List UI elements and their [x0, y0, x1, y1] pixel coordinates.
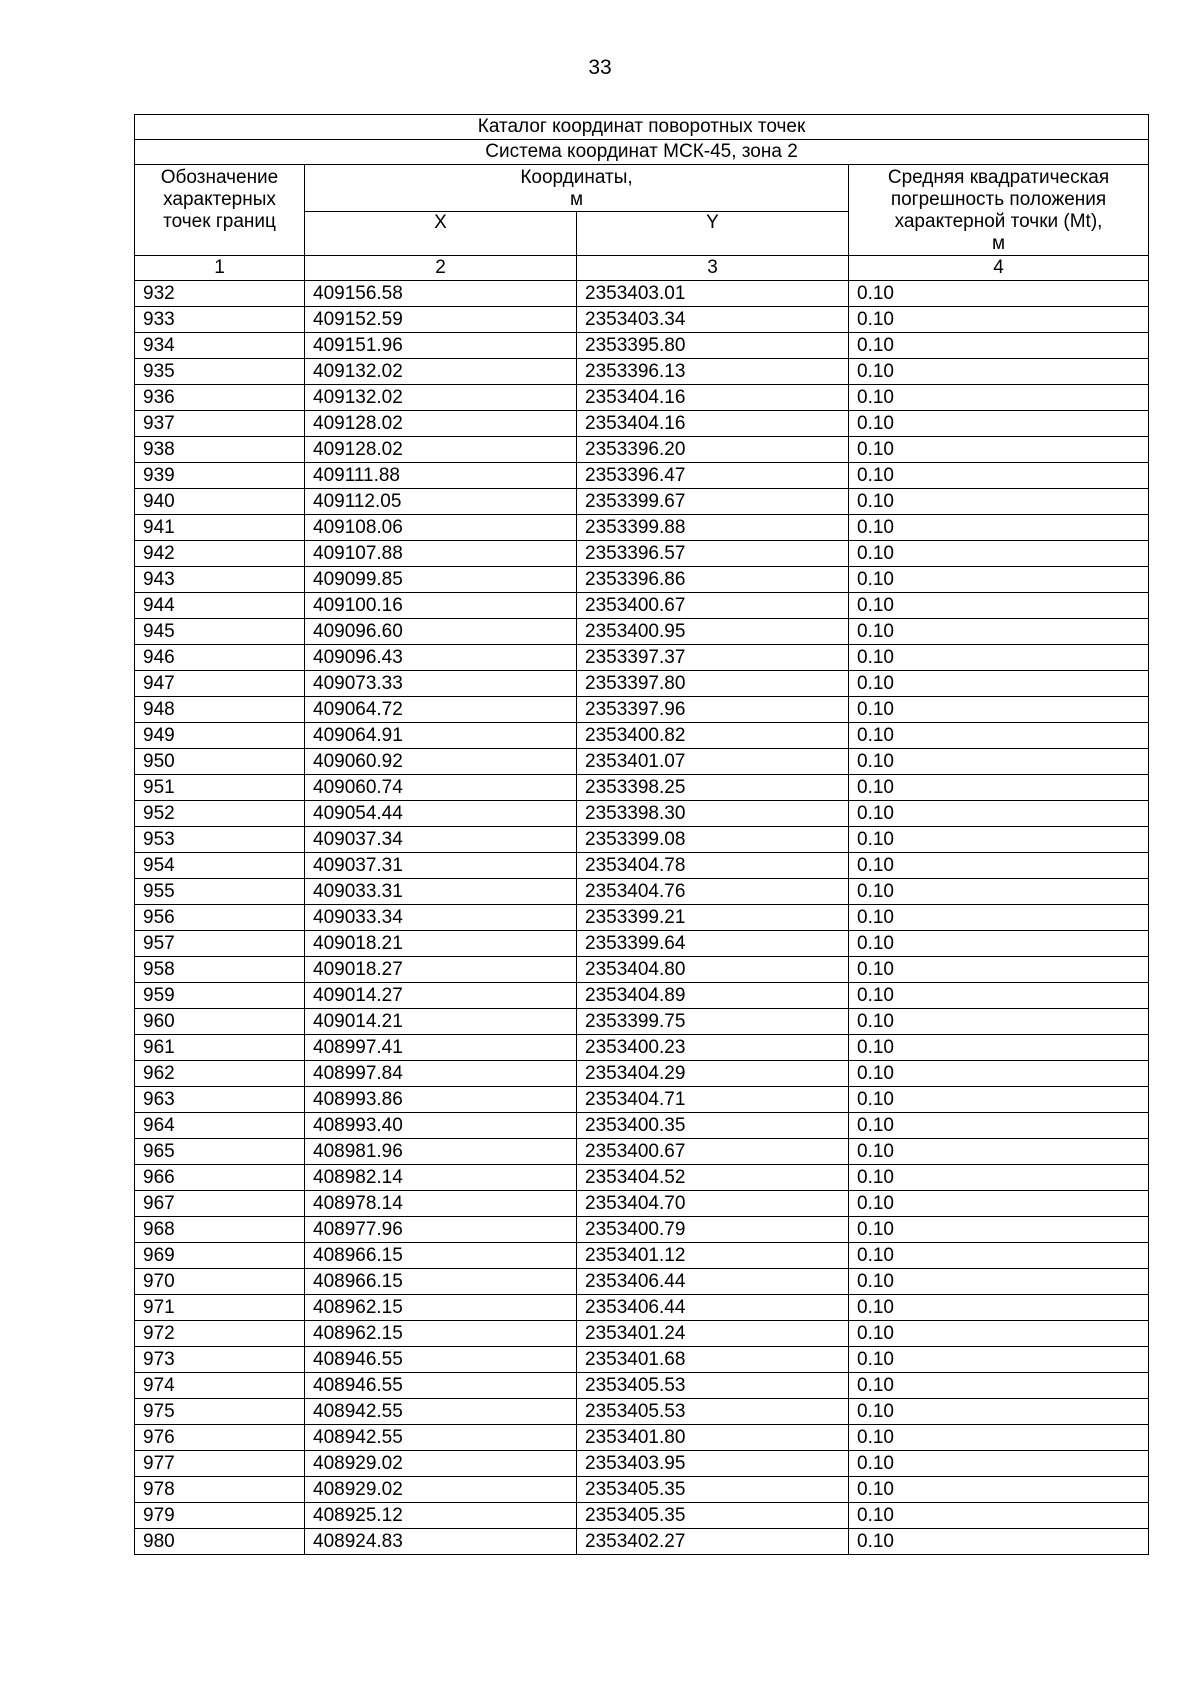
- error-cell: 0.10: [849, 1139, 1149, 1165]
- table-row: [135, 1503, 1149, 1529]
- y-coordinate-cell: 2353399.64: [577, 931, 849, 957]
- point-id-cell: 936: [135, 385, 305, 411]
- table-row: [135, 489, 1149, 515]
- y-coordinate-cell: 2353404.78: [577, 853, 849, 879]
- y-coordinate-cell: 2353406.44: [577, 1269, 849, 1295]
- point-id-cell: 971: [135, 1295, 305, 1321]
- header-designation: [135, 165, 305, 256]
- x-coordinate-cell: 409037.31: [305, 853, 577, 879]
- x-coordinate-cell: 409073.33: [305, 671, 577, 697]
- x-coordinate-cell: 408942.55: [305, 1425, 577, 1451]
- y-coordinate-cell: 2353404.70: [577, 1191, 849, 1217]
- y-coordinate-cell: 2353400.82: [577, 723, 849, 749]
- y-coordinate-cell: 2353396.47: [577, 463, 849, 489]
- table-row: [135, 1009, 1149, 1035]
- table-row: [135, 437, 1149, 463]
- table-row: [135, 645, 1149, 671]
- y-coordinate-cell: 2353404.29: [577, 1061, 849, 1087]
- point-id-cell: 964: [135, 1113, 305, 1139]
- table-row: [135, 333, 1149, 359]
- y-coordinate-cell: 2353400.79: [577, 1217, 849, 1243]
- x-coordinate-cell: 409132.02: [305, 385, 577, 411]
- y-coordinate-cell: 2353398.30: [577, 801, 849, 827]
- error-cell: 0.10: [849, 1347, 1149, 1373]
- point-id-cell: 944: [135, 593, 305, 619]
- point-id-cell: 941: [135, 515, 305, 541]
- x-coordinate-cell: 408962.15: [305, 1321, 577, 1347]
- error-cell: 0.10: [849, 1113, 1149, 1139]
- y-coordinate-cell: 2353403.01: [577, 281, 849, 307]
- point-id-cell: 939: [135, 463, 305, 489]
- point-id-cell: 967: [135, 1191, 305, 1217]
- x-coordinate-cell: 408929.02: [305, 1451, 577, 1477]
- point-id-cell: 972: [135, 1321, 305, 1347]
- point-id-cell: 954: [135, 853, 305, 879]
- error-cell: 0.10: [849, 1529, 1149, 1555]
- error-cell: 0.10: [849, 593, 1149, 619]
- point-id-cell: 957: [135, 931, 305, 957]
- table-row: [135, 1269, 1149, 1295]
- table-row: [135, 1425, 1149, 1451]
- y-coordinate-cell: 2353400.23: [577, 1035, 849, 1061]
- y-coordinate-cell: 2353405.53: [577, 1399, 849, 1425]
- error-cell: 0.10: [849, 723, 1149, 749]
- y-coordinate-cell: 2353400.67: [577, 593, 849, 619]
- error-cell: 0.10: [849, 1061, 1149, 1087]
- y-coordinate-cell: 2353403.34: [577, 307, 849, 333]
- point-id-cell: 968: [135, 1217, 305, 1243]
- error-cell: 0.10: [849, 619, 1149, 645]
- page-number: 33: [588, 56, 612, 79]
- x-coordinate-cell: 409100.16: [305, 593, 577, 619]
- error-cell: 0.10: [849, 1191, 1149, 1217]
- coordinates-catalog-table: [134, 114, 1149, 1555]
- x-coordinate-cell: 409156.58: [305, 281, 577, 307]
- point-id-cell: 943: [135, 567, 305, 593]
- point-id-cell: 947: [135, 671, 305, 697]
- x-coordinate-cell: 409128.02: [305, 437, 577, 463]
- point-id-cell: 963: [135, 1087, 305, 1113]
- column-number: 3: [577, 256, 849, 281]
- x-coordinate-cell: 408966.15: [305, 1269, 577, 1295]
- table-row: [135, 463, 1149, 489]
- point-id-cell: 938: [135, 437, 305, 463]
- table-row: [135, 723, 1149, 749]
- error-cell: 0.10: [849, 1087, 1149, 1113]
- error-cell: 0.10: [849, 1451, 1149, 1477]
- x-coordinate-cell: 409096.43: [305, 645, 577, 671]
- table-row: [135, 1139, 1149, 1165]
- point-id-cell: 978: [135, 1477, 305, 1503]
- error-cell: 0.10: [849, 359, 1149, 385]
- y-coordinate-cell: 2353402.27: [577, 1529, 849, 1555]
- x-coordinate-cell: 409107.88: [305, 541, 577, 567]
- x-coordinate-cell: 409033.34: [305, 905, 577, 931]
- error-cell: 0.10: [849, 1009, 1149, 1035]
- y-coordinate-cell: 2353396.86: [577, 567, 849, 593]
- table-row: [135, 827, 1149, 853]
- error-cell: 0.10: [849, 411, 1149, 437]
- x-coordinate-cell: 409152.59: [305, 307, 577, 333]
- y-coordinate-cell: 2353400.95: [577, 619, 849, 645]
- table-row: [135, 541, 1149, 567]
- header-error-line: погрешность положения: [890, 189, 1107, 210]
- error-cell: 0.10: [849, 1243, 1149, 1269]
- point-id-cell: 932: [135, 281, 305, 307]
- table-row: [135, 931, 1149, 957]
- x-coordinate-cell: 409054.44: [305, 801, 577, 827]
- error-cell: 0.10: [849, 645, 1149, 671]
- y-coordinate-cell: 2353398.25: [577, 775, 849, 801]
- table-row: [135, 1451, 1149, 1477]
- column-number: 1: [135, 256, 305, 281]
- x-coordinate-cell: 409060.74: [305, 775, 577, 801]
- y-coordinate-cell: 2353401.24: [577, 1321, 849, 1347]
- x-coordinate-cell: 408997.41: [305, 1035, 577, 1061]
- x-coordinate-cell: 409014.27: [305, 983, 577, 1009]
- error-cell: 0.10: [849, 1295, 1149, 1321]
- error-cell: 0.10: [849, 1269, 1149, 1295]
- point-id-cell: 955: [135, 879, 305, 905]
- column-number: 4: [849, 256, 1149, 281]
- error-cell: 0.10: [849, 333, 1149, 359]
- point-id-cell: 935: [135, 359, 305, 385]
- error-cell: 0.10: [849, 489, 1149, 515]
- x-coordinate-cell: 409128.02: [305, 411, 577, 437]
- x-coordinate-cell: 409151.96: [305, 333, 577, 359]
- y-coordinate-cell: 2353405.53: [577, 1373, 849, 1399]
- point-id-cell: 933: [135, 307, 305, 333]
- point-id-cell: 969: [135, 1243, 305, 1269]
- point-id-cell: 934: [135, 333, 305, 359]
- y-coordinate-cell: 2353400.67: [577, 1139, 849, 1165]
- table-row: [135, 1113, 1149, 1139]
- error-cell: 0.10: [849, 931, 1149, 957]
- point-id-cell: 940: [135, 489, 305, 515]
- y-coordinate-cell: 2353404.89: [577, 983, 849, 1009]
- point-id-cell: 962: [135, 1061, 305, 1087]
- x-coordinate-cell: 408962.15: [305, 1295, 577, 1321]
- y-coordinate-cell: 2353406.44: [577, 1295, 849, 1321]
- point-id-cell: 958: [135, 957, 305, 983]
- y-coordinate-cell: 2353399.08: [577, 827, 849, 853]
- y-coordinate-cell: 2353401.68: [577, 1347, 849, 1373]
- table-row: [135, 801, 1149, 827]
- point-id-cell: 942: [135, 541, 305, 567]
- table-title: Каталог координат поворотных точек: [135, 115, 1149, 140]
- table-row: [135, 1477, 1149, 1503]
- table-row: [135, 515, 1149, 541]
- x-coordinate-cell: 409108.06: [305, 515, 577, 541]
- table-row: [135, 359, 1149, 385]
- error-cell: 0.10: [849, 1035, 1149, 1061]
- x-coordinate-cell: 409111.88: [305, 463, 577, 489]
- x-coordinate-cell: 408978.14: [305, 1191, 577, 1217]
- table-row: [135, 567, 1149, 593]
- y-coordinate-cell: 2353396.57: [577, 541, 849, 567]
- header-x: X: [305, 212, 577, 256]
- x-coordinate-cell: 408993.40: [305, 1113, 577, 1139]
- point-id-cell: 960: [135, 1009, 305, 1035]
- y-coordinate-cell: 2353401.80: [577, 1425, 849, 1451]
- point-id-cell: 953: [135, 827, 305, 853]
- point-id-cell: 974: [135, 1373, 305, 1399]
- point-id-cell: 937: [135, 411, 305, 437]
- table-body: [135, 281, 1149, 1555]
- x-coordinate-cell: 408942.55: [305, 1399, 577, 1425]
- x-coordinate-cell: 409060.92: [305, 749, 577, 775]
- y-coordinate-cell: 2353399.88: [577, 515, 849, 541]
- error-cell: 0.10: [849, 307, 1149, 333]
- y-coordinate-cell: 2353396.20: [577, 437, 849, 463]
- error-cell: 0.10: [849, 905, 1149, 931]
- y-coordinate-cell: 2353404.16: [577, 385, 849, 411]
- y-coordinate-cell: 2353395.80: [577, 333, 849, 359]
- point-id-cell: 946: [135, 645, 305, 671]
- y-coordinate-cell: 2353405.35: [577, 1477, 849, 1503]
- table-row: [135, 593, 1149, 619]
- error-cell: 0.10: [849, 983, 1149, 1009]
- y-coordinate-cell: 2353404.76: [577, 879, 849, 905]
- table-row: [135, 1321, 1149, 1347]
- y-coordinate-cell: 2353403.95: [577, 1451, 849, 1477]
- table-row: [135, 307, 1149, 333]
- error-cell: 0.10: [849, 437, 1149, 463]
- y-coordinate-cell: 2353401.07: [577, 749, 849, 775]
- table-row: [135, 1347, 1149, 1373]
- point-id-cell: 950: [135, 749, 305, 775]
- error-cell: 0.10: [849, 1217, 1149, 1243]
- point-id-cell: 980: [135, 1529, 305, 1555]
- y-coordinate-cell: 2353405.35: [577, 1503, 849, 1529]
- x-coordinate-cell: 409018.27: [305, 957, 577, 983]
- error-cell: 0.10: [849, 1399, 1149, 1425]
- error-cell: 0.10: [849, 515, 1149, 541]
- error-cell: 0.10: [849, 1165, 1149, 1191]
- table-row: [135, 1061, 1149, 1087]
- x-coordinate-cell: 408966.15: [305, 1243, 577, 1269]
- point-id-cell: 965: [135, 1139, 305, 1165]
- table-row: [135, 853, 1149, 879]
- y-coordinate-cell: 2353396.13: [577, 359, 849, 385]
- point-id-cell: 952: [135, 801, 305, 827]
- table-row: [135, 749, 1149, 775]
- y-coordinate-cell: 2353397.80: [577, 671, 849, 697]
- y-coordinate-cell: 2353401.12: [577, 1243, 849, 1269]
- header-designation-line: точек границ: [163, 211, 276, 232]
- table-row: [135, 281, 1149, 307]
- column-number: 2: [305, 256, 577, 281]
- point-id-cell: 948: [135, 697, 305, 723]
- table-row: [135, 385, 1149, 411]
- x-coordinate-cell: 408929.02: [305, 1477, 577, 1503]
- error-cell: 0.10: [849, 853, 1149, 879]
- x-coordinate-cell: 409064.72: [305, 697, 577, 723]
- error-cell: 0.10: [849, 1321, 1149, 1347]
- table-row: [135, 1217, 1149, 1243]
- point-id-cell: 945: [135, 619, 305, 645]
- y-coordinate-cell: 2353399.67: [577, 489, 849, 515]
- point-id-cell: 970: [135, 1269, 305, 1295]
- header-designation-line: характерных: [163, 189, 276, 210]
- header-error-unit: м: [991, 233, 1006, 254]
- error-cell: 0.10: [849, 697, 1149, 723]
- point-id-cell: 977: [135, 1451, 305, 1477]
- error-cell: 0.10: [849, 671, 1149, 697]
- y-coordinate-cell: 2353404.16: [577, 411, 849, 437]
- header-y: Y: [577, 212, 849, 256]
- point-id-cell: 961: [135, 1035, 305, 1061]
- point-id-cell: 976: [135, 1425, 305, 1451]
- error-cell: 0.10: [849, 775, 1149, 801]
- table-row: [135, 411, 1149, 437]
- table-row: [135, 775, 1149, 801]
- x-coordinate-cell: 408993.86: [305, 1087, 577, 1113]
- x-coordinate-cell: 408946.55: [305, 1373, 577, 1399]
- error-cell: 0.10: [849, 567, 1149, 593]
- error-cell: 0.10: [849, 281, 1149, 307]
- table-row: [135, 957, 1149, 983]
- header-coordinates-unit: м: [569, 189, 584, 210]
- table-row: [135, 1529, 1149, 1555]
- x-coordinate-cell: 408982.14: [305, 1165, 577, 1191]
- table-row: [135, 905, 1149, 931]
- table-row: [135, 697, 1149, 723]
- header-mean-square-error: [849, 165, 1149, 256]
- table-row: [135, 1191, 1149, 1217]
- x-coordinate-cell: 409018.21: [305, 931, 577, 957]
- error-cell: 0.10: [849, 1425, 1149, 1451]
- column-number-row: [135, 256, 1149, 281]
- x-coordinate-cell: 409033.31: [305, 879, 577, 905]
- table-row: [135, 619, 1149, 645]
- header-designation-line: Обозначение: [160, 167, 279, 188]
- error-cell: 0.10: [849, 385, 1149, 411]
- x-coordinate-cell: 409064.91: [305, 723, 577, 749]
- error-cell: 0.10: [849, 827, 1149, 853]
- error-cell: 0.10: [849, 1477, 1149, 1503]
- x-coordinate-cell: 409112.05: [305, 489, 577, 515]
- error-cell: 0.10: [849, 463, 1149, 489]
- point-id-cell: 966: [135, 1165, 305, 1191]
- x-coordinate-cell: 408977.96: [305, 1217, 577, 1243]
- header-error-line: Средняя квадратическая: [887, 167, 1110, 188]
- y-coordinate-cell: 2353399.21: [577, 905, 849, 931]
- error-cell: 0.10: [849, 1503, 1149, 1529]
- x-coordinate-cell: 409037.34: [305, 827, 577, 853]
- table-row: [135, 1373, 1149, 1399]
- table-row: [135, 1243, 1149, 1269]
- y-coordinate-cell: 2353404.52: [577, 1165, 849, 1191]
- error-cell: 0.10: [849, 801, 1149, 827]
- header-coordinates: [305, 165, 849, 212]
- error-cell: 0.10: [849, 749, 1149, 775]
- x-coordinate-cell: 408981.96: [305, 1139, 577, 1165]
- x-coordinate-cell: 408997.84: [305, 1061, 577, 1087]
- point-id-cell: 973: [135, 1347, 305, 1373]
- x-coordinate-cell: 408924.83: [305, 1529, 577, 1555]
- table-row: [135, 983, 1149, 1009]
- table-row: [135, 671, 1149, 697]
- x-coordinate-cell: 408946.55: [305, 1347, 577, 1373]
- header-coordinates-line: Координаты,: [520, 167, 633, 188]
- x-coordinate-cell: 409099.85: [305, 567, 577, 593]
- table-subtitle: Система координат МСК-45, зона 2: [135, 140, 1149, 165]
- table-row: [135, 1035, 1149, 1061]
- header-error-line: характерной точки (Mt),: [894, 211, 1103, 232]
- column-header-row: [135, 165, 1149, 212]
- table-row: [135, 879, 1149, 905]
- point-id-cell: 979: [135, 1503, 305, 1529]
- point-id-cell: 975: [135, 1399, 305, 1425]
- error-cell: 0.10: [849, 1373, 1149, 1399]
- y-coordinate-cell: 2353404.80: [577, 957, 849, 983]
- y-coordinate-cell: 2353404.71: [577, 1087, 849, 1113]
- y-coordinate-cell: 2353400.35: [577, 1113, 849, 1139]
- y-coordinate-cell: 2353399.75: [577, 1009, 849, 1035]
- point-id-cell: 949: [135, 723, 305, 749]
- point-id-cell: 956: [135, 905, 305, 931]
- x-coordinate-cell: 409132.02: [305, 359, 577, 385]
- error-cell: 0.10: [849, 957, 1149, 983]
- x-coordinate-cell: 409014.21: [305, 1009, 577, 1035]
- error-cell: 0.10: [849, 879, 1149, 905]
- table-row: [135, 1087, 1149, 1113]
- x-coordinate-cell: 408925.12: [305, 1503, 577, 1529]
- table-subtitle-row: [135, 140, 1149, 165]
- y-coordinate-cell: 2353397.96: [577, 697, 849, 723]
- point-id-cell: 959: [135, 983, 305, 1009]
- x-coordinate-cell: 409096.60: [305, 619, 577, 645]
- table-title-row: [135, 115, 1149, 140]
- table-row: [135, 1295, 1149, 1321]
- table-row: [135, 1165, 1149, 1191]
- y-coordinate-cell: 2353397.37: [577, 645, 849, 671]
- table-row: [135, 1399, 1149, 1425]
- error-cell: 0.10: [849, 541, 1149, 567]
- point-id-cell: 951: [135, 775, 305, 801]
